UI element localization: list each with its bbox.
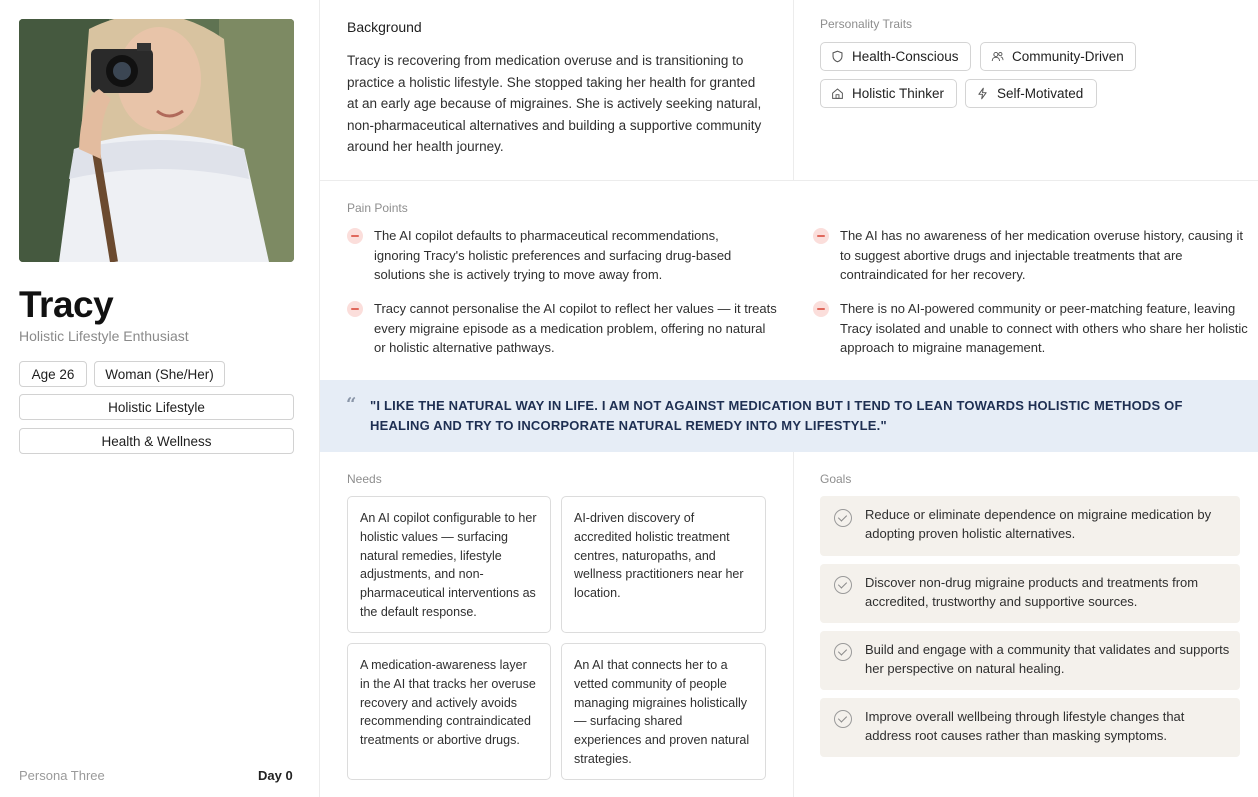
goal-text: Build and engage with a community that validates and supports her perspective on natural healing. bbox=[865, 642, 1230, 676]
trait-community-driven bbox=[980, 42, 1136, 71]
trait-label: Health-Conscious bbox=[852, 49, 959, 64]
goal-item bbox=[820, 564, 1240, 623]
minus-icon bbox=[813, 228, 829, 244]
day-label: Day 0 bbox=[258, 768, 293, 783]
need-card: An AI copilot configurable to her holistic values — surfacing natural remedies, lifestyle adjustments, and non-pharmaceutical interventions as the default response. bbox=[347, 496, 551, 633]
gender-tag: Woman (She/Her) bbox=[94, 361, 225, 387]
pain-point-text: The AI copilot defaults to pharmaceutical recommendations, ignoring Tracy's holistic preferences and surfacing drug-based solutions she is actively trying to move away from. bbox=[374, 228, 732, 282]
check-circle-icon bbox=[834, 643, 852, 661]
pain-points-title: Pain Points bbox=[347, 201, 408, 215]
goal-item bbox=[820, 631, 1240, 690]
minus-icon bbox=[347, 228, 363, 244]
needs-title: Needs bbox=[347, 472, 382, 486]
pain-point-text: The AI has no awareness of her medication overuse history, causing it to suggest abortive drugs and injectable treatments that are contraindicated for her recovery. bbox=[840, 228, 1243, 282]
users-icon bbox=[991, 50, 1004, 63]
goals-title: Goals bbox=[820, 472, 852, 486]
category-tag: Health & Wellness bbox=[19, 428, 294, 454]
persona-photo bbox=[19, 19, 294, 262]
divider-bottom bbox=[793, 452, 794, 797]
check-circle-icon bbox=[834, 710, 852, 728]
goal-text: Discover non-drug migraine products and treatments from accredited, trustworthy and supportive sources. bbox=[865, 575, 1199, 609]
persona-sidebar bbox=[0, 0, 320, 797]
persona-photo-illustration bbox=[19, 19, 294, 262]
pain-point-text: There is no AI-powered community or peer-matching feature, leaving Tracy isolated and unable to connect with others who share her holistic approach to migraine management. bbox=[840, 301, 1248, 355]
minus-icon bbox=[813, 301, 829, 317]
check-circle-icon bbox=[834, 576, 852, 594]
divider-background bbox=[320, 180, 1258, 181]
need-card: A medication-awareness layer in the AI that tracks her overuse recovery and actively avoids recommending contraindicated treatments or abortive drugs. bbox=[347, 643, 551, 780]
quote-icon: “ bbox=[346, 394, 357, 415]
persona-quote: "I LIKE THE NATURAL WAY IN LIFE. I AM NOT AGAINST MEDICATION BUT I TEND TO LEAN TOWARDS HOLISTIC METHODS OF HEALING AND TRY TO INCORPORATE NATURAL REMEDY INTO MY LIFESTYLE." bbox=[370, 398, 1183, 433]
shield-icon bbox=[831, 50, 844, 63]
trait-self-motivated bbox=[965, 79, 1097, 108]
trait-holistic-thinker bbox=[820, 79, 957, 108]
persona-name: Tracy bbox=[19, 284, 114, 325]
check-circle-icon bbox=[834, 509, 852, 527]
need-card: An AI that connects her to a vetted community of people managing migraines holistically — surfacing shared experiences and proven natural strategies. bbox=[561, 643, 766, 780]
traits-title: Personality Traits bbox=[820, 17, 913, 31]
background-title: Background bbox=[347, 19, 422, 35]
lifestyle-tag: Holistic Lifestyle bbox=[19, 394, 294, 420]
pain-point-text: Tracy cannot personalise the AI copilot to reflect her values — it treats every migraine episode as a medication problem, offering no natural or holistic alternative pathways. bbox=[374, 301, 777, 355]
minus-icon bbox=[347, 301, 363, 317]
goal-item bbox=[820, 698, 1240, 757]
need-card: AI-driven discovery of accredited holistic treatment centres, naturopaths, and wellness practitioners near her location. bbox=[561, 496, 766, 633]
persona-number-label: Persona Three bbox=[19, 768, 105, 783]
background-text: Tracy is recovering from medication overuse and is transitioning to practice a holistic lifestyle. She stopped taking her health for granted at an early age because of migraines. She is actively seeking natural, non-pharmaceutical alternatives and building a supportive community around her health journey. bbox=[347, 53, 762, 154]
persona-subtitle: Holistic Lifestyle Enthusiast bbox=[19, 328, 189, 344]
goal-text: Reduce or eliminate dependence on migraine medication by adopting proven holistic alternatives. bbox=[865, 507, 1212, 541]
age-tag: Age 26 bbox=[19, 361, 87, 387]
home-icon bbox=[831, 87, 844, 100]
trait-label: Holistic Thinker bbox=[852, 86, 945, 101]
trait-health-conscious bbox=[820, 42, 971, 71]
goal-text: Improve overall wellbeing through lifestyle changes that address root causes rather than masking symptoms. bbox=[865, 709, 1185, 743]
goal-item bbox=[820, 496, 1240, 556]
divider-top bbox=[793, 0, 794, 180]
trait-label: Community-Driven bbox=[1012, 49, 1124, 64]
bolt-icon bbox=[976, 87, 989, 100]
trait-label: Self-Motivated bbox=[997, 86, 1084, 101]
